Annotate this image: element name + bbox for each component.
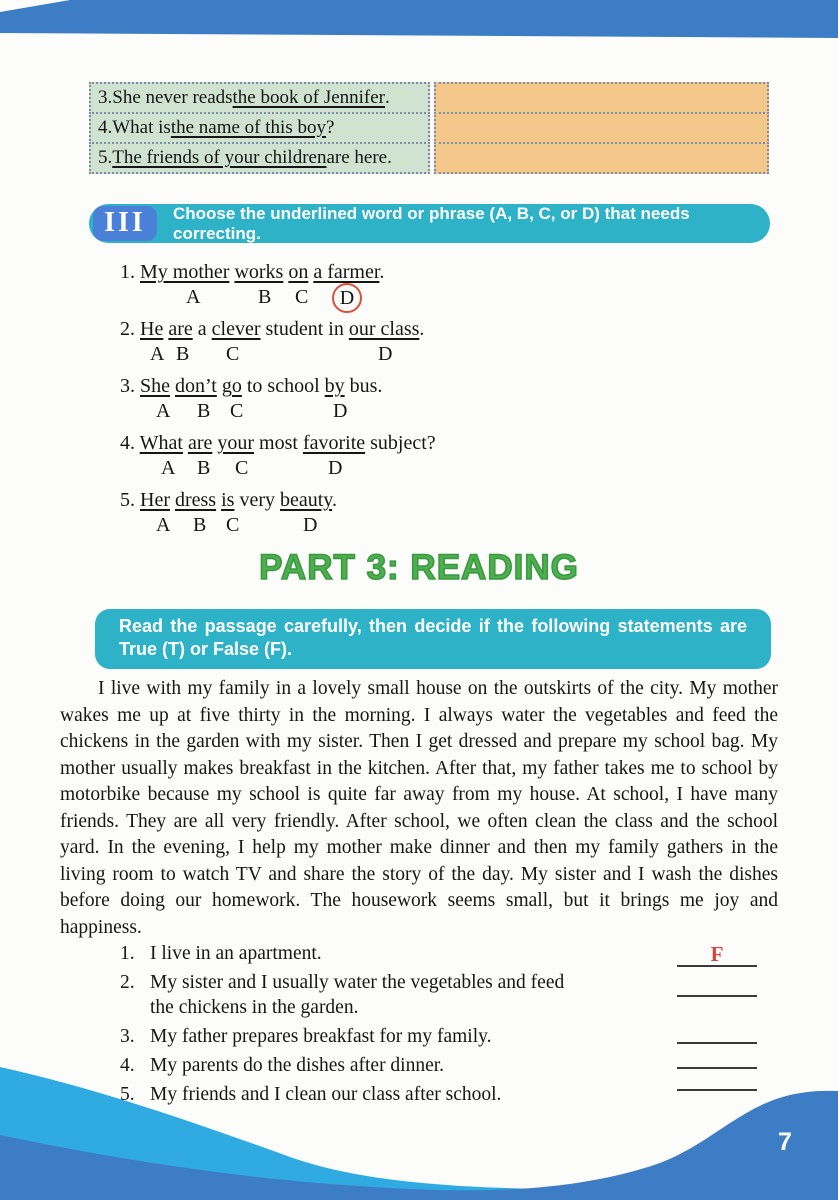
sentence-text: very xyxy=(234,489,280,511)
sentence-text: bus. xyxy=(344,375,383,397)
underlined-phrase: our class xyxy=(348,318,420,340)
choice-letter[interactable]: B xyxy=(193,514,207,536)
choice-letter[interactable]: A xyxy=(161,457,176,479)
sentence-text: . xyxy=(332,489,337,511)
choice-letter[interactable]: A xyxy=(156,514,171,536)
choice-letter[interactable]: A xyxy=(186,286,201,308)
underlined-phrase: is xyxy=(221,489,235,511)
choice-letter[interactable]: C xyxy=(230,400,244,422)
statement-text: My friends and I clean our class after school. xyxy=(150,1084,502,1105)
choice-letter[interactable]: D xyxy=(333,400,348,422)
underlined-phrase: beauty xyxy=(279,489,332,511)
underlined-phrase: Her xyxy=(140,489,170,511)
statement-text: My parents do the dishes after dinner. xyxy=(150,1055,445,1076)
sentence-text: are here. xyxy=(326,147,392,168)
question-number: 3. xyxy=(120,375,140,397)
choice-letter[interactable]: B xyxy=(258,286,272,308)
header-band xyxy=(0,0,838,40)
footer-waves xyxy=(0,1055,838,1200)
underlined-phrase: She xyxy=(140,375,170,397)
question-number: 2. xyxy=(120,318,140,340)
part-3-heading: PART 3: READING xyxy=(259,548,579,587)
answer-line[interactable] xyxy=(677,1019,757,1044)
question-number: 5. xyxy=(120,489,140,511)
reading-passage: I live with my family in a lovely small house on the outskirts of the city. My mother wakes me up at five thirty in the morning. I always water the vegetables and feed the chickens in the garden with my sister. Then I get dressed and prepare my school bag. My mother usually makes breakfast in the kitchen. After that, my father takes me to school by motorbike because my school is quite far away from my house. At school, I have many friends. They are all very friendly. After school, we often clean the class and the school yard. In the evening, I help my mother make dinner and then my family gathers in the living room to watch TV and share the story of the day. My sister and I wash the dishes before doing our homework. The housework seems small, but it brings me joy and happiness. xyxy=(60,678,778,938)
choice-letter[interactable]: A xyxy=(150,343,165,365)
sentence-text: What is xyxy=(112,117,171,138)
underlined-phrase: are xyxy=(168,318,193,340)
sentence-cell xyxy=(89,112,430,144)
underlined-phrase: The friends of your children xyxy=(112,147,327,168)
statement-number: 1. xyxy=(120,943,135,964)
underlined-phrase: don’t xyxy=(175,375,217,397)
statement-text: I live in an apartment. xyxy=(150,943,322,964)
table-row xyxy=(89,144,769,174)
choice-letters-row xyxy=(120,400,720,428)
sentence-cell xyxy=(89,82,430,114)
sentence-text: most xyxy=(254,432,303,454)
question-sentence xyxy=(120,429,720,457)
sentence-text: to school xyxy=(241,375,325,397)
reading-instruction-box: Read the passage carefully, then decide if the following statements are True (T) or False (F). xyxy=(95,609,771,669)
choice-letters-row xyxy=(120,457,720,485)
answer-cell[interactable] xyxy=(434,112,769,144)
underlined-phrase: go xyxy=(221,375,242,397)
sentence-text: . xyxy=(379,261,385,283)
sentence-text: a xyxy=(192,318,212,340)
underlined-phrase: the book of Jennifer xyxy=(232,87,386,108)
statement-text: My sister and I usually water the vegetables and feed the chickens in the garden. xyxy=(150,972,565,1018)
choice-letter[interactable]: C xyxy=(295,286,309,308)
choice-letter[interactable]: B xyxy=(197,400,211,422)
choice-letter[interactable]: B xyxy=(176,343,190,365)
answer-cell[interactable] xyxy=(434,82,769,114)
question-number: 5. xyxy=(98,147,113,168)
statement-number: 5. xyxy=(120,1084,135,1105)
question-number: 1. xyxy=(120,261,140,283)
sentence-text: student in xyxy=(260,318,349,340)
choice-letter[interactable]: C xyxy=(235,457,249,479)
error-identification-questions xyxy=(120,258,720,543)
question-sentence xyxy=(120,315,720,343)
underlined-phrase: your xyxy=(217,432,255,454)
underlined-phrase: clever xyxy=(211,318,261,340)
section-3-header xyxy=(89,204,770,243)
choice-letters-row xyxy=(120,286,720,314)
underlined-phrase: favorite xyxy=(302,432,366,454)
statement-text: My father prepares breakfast for my family. xyxy=(150,1026,492,1047)
underlined-phrase: What xyxy=(139,432,183,454)
question-number: 3. xyxy=(98,87,113,108)
answer-line[interactable] xyxy=(677,972,757,997)
choice-letter[interactable]: D xyxy=(328,457,343,479)
table-row xyxy=(89,84,769,114)
question-number: 4. xyxy=(120,432,140,454)
sentence-text: subject? xyxy=(365,432,436,454)
choice-letter[interactable]: D xyxy=(303,514,318,536)
choice-letters-row xyxy=(120,514,720,542)
statement-number: 3. xyxy=(120,1026,135,1047)
statement-row xyxy=(120,941,580,966)
choice-letter[interactable]: C xyxy=(226,343,240,365)
underlined-phrase: My mother xyxy=(140,261,230,283)
choice-letter[interactable]: A xyxy=(156,400,171,422)
sentence-text: . xyxy=(385,87,390,108)
circled-choice-letter[interactable]: D xyxy=(332,283,362,313)
choice-letters-row xyxy=(120,343,720,371)
choice-letter[interactable]: B xyxy=(197,457,211,479)
underlined-phrase: dress xyxy=(174,489,217,511)
underlined-phrase: the name of this boy xyxy=(170,117,326,138)
section-3-title: Choose the underlined word or phrase (A, B, C, or D) that needs correcting. xyxy=(173,203,690,243)
table-row xyxy=(89,114,769,144)
underlined-phrase: are xyxy=(187,432,213,454)
question-sentence xyxy=(120,486,720,514)
sentence-text: She never reads xyxy=(112,87,233,108)
choice-letter[interactable]: C xyxy=(226,514,240,536)
statement-row xyxy=(120,970,580,1020)
page-number: 7 xyxy=(778,1128,792,1156)
section-numeral-badge: III xyxy=(93,206,157,241)
underlined-phrase: by xyxy=(324,375,345,397)
sentence-text: . xyxy=(419,318,425,340)
underlined-phrase: a farmer xyxy=(313,261,380,283)
underlined-phrase: He xyxy=(140,318,164,340)
statement-number: 2. xyxy=(120,972,135,993)
answer-cell[interactable] xyxy=(434,142,769,174)
statement-number: 4. xyxy=(120,1055,135,1076)
sentence-cell xyxy=(89,142,430,174)
question-sentence xyxy=(120,372,720,400)
choice-letter[interactable]: D xyxy=(378,343,393,365)
sentence-text: ? xyxy=(325,117,335,138)
statement-row xyxy=(120,1024,580,1049)
question-number: 4. xyxy=(98,117,113,138)
underlined-phrase: on xyxy=(288,261,309,283)
sentence-rewrite-table xyxy=(89,84,769,174)
underlined-phrase: works xyxy=(234,261,284,283)
answer-line[interactable]: F xyxy=(677,942,757,967)
question-sentence xyxy=(120,258,720,286)
